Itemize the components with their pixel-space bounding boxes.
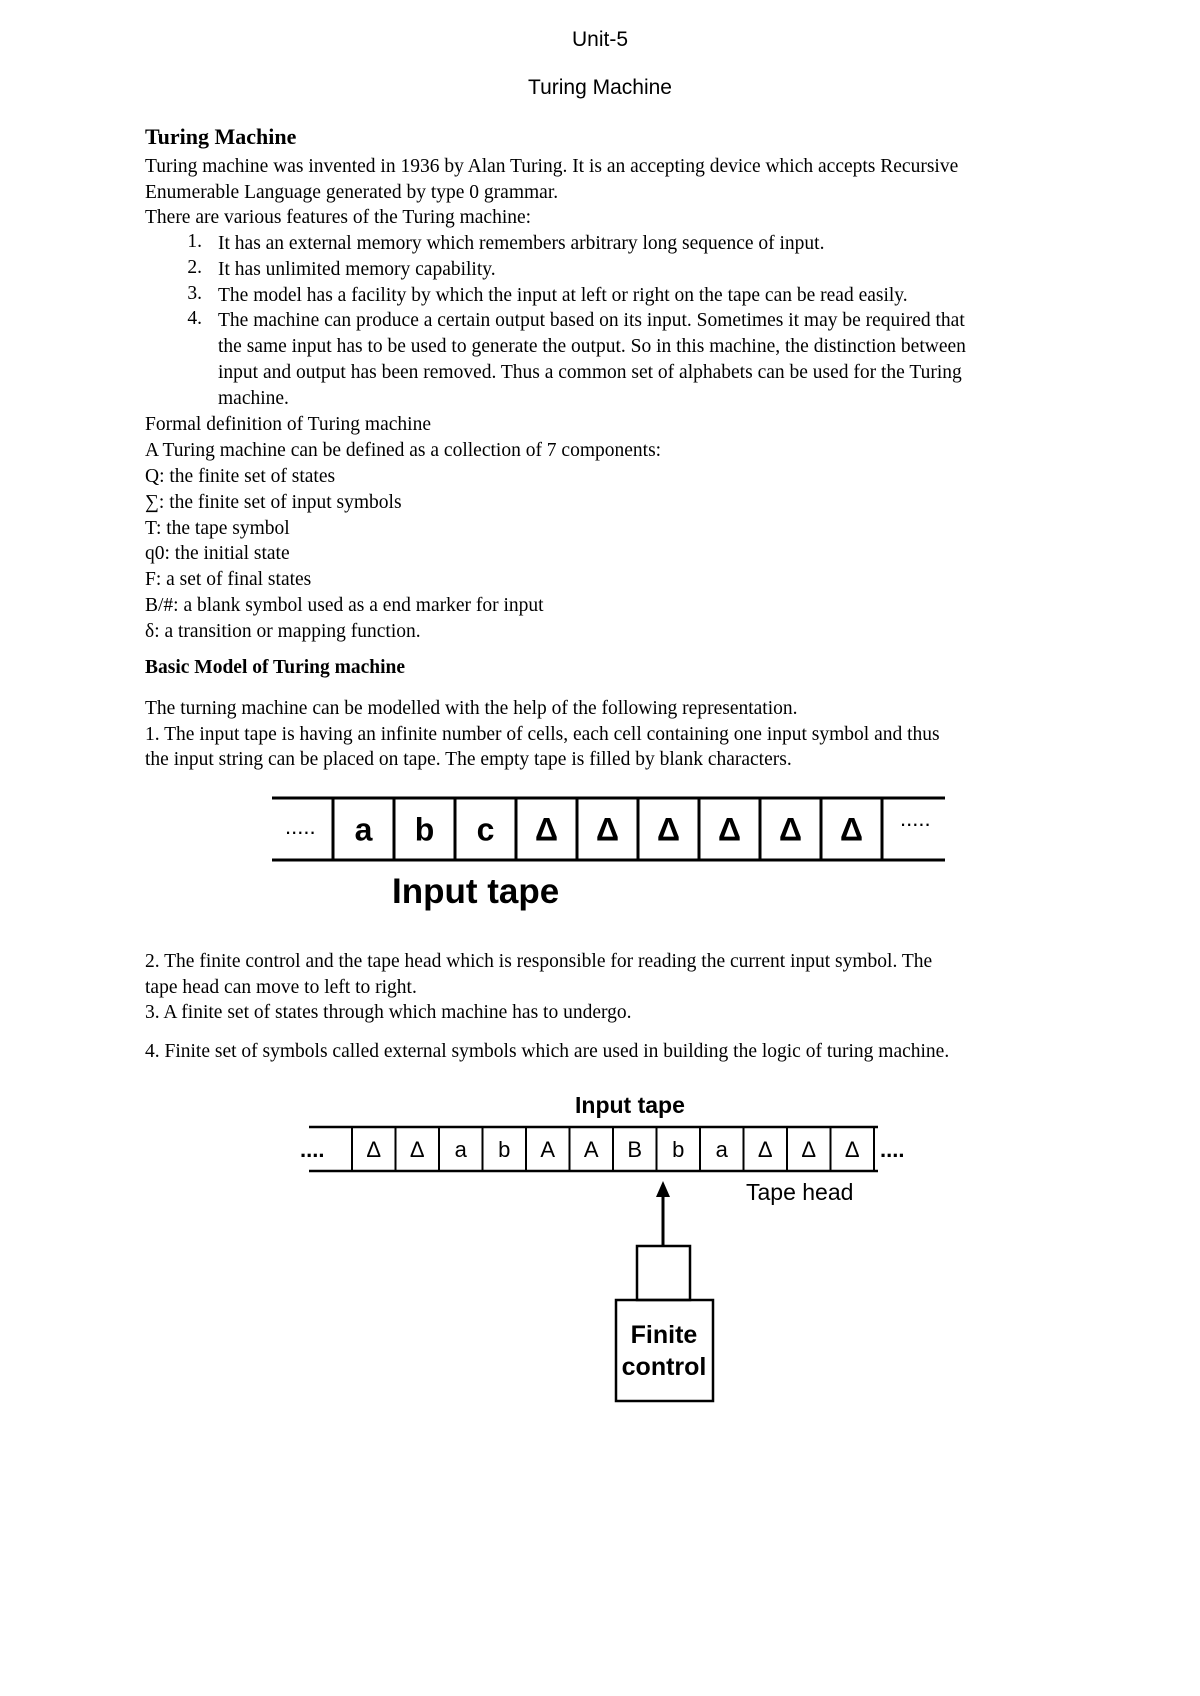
- subject-heading: Turing Machine: [528, 76, 672, 99]
- tape-cell-symbol: Δ: [801, 1136, 817, 1162]
- list-item: It has unlimited memory capability.: [218, 259, 496, 280]
- list-item-number: 4.: [187, 308, 202, 329]
- tape2-ellipsis-right: ....: [880, 1137, 905, 1162]
- tape-cell-symbol: A: [540, 1136, 556, 1162]
- list-item-continuation: the same input has to be used to generate the output. So in this machine, the distinction between: [218, 336, 966, 357]
- tape-cell-symbol: a: [354, 811, 373, 848]
- model-line: 4. Finite set of symbols called external symbols which are used in building the logic of turing machine.: [145, 1041, 950, 1062]
- tape-cell-symbol: b: [414, 811, 435, 848]
- model-line: 1. The input tape is having an infinite number of cells, each cell containing one input symbol and thus: [145, 724, 940, 745]
- tape-cell-symbol: Δ: [657, 811, 680, 848]
- figure2-title: Input tape: [575, 1092, 685, 1118]
- formal-line: q0: the initial state: [145, 543, 290, 564]
- list-item: The machine can produce a certain output based on its input. Sometimes it may be required that: [218, 310, 965, 331]
- tape-cell-symbol: Δ: [840, 811, 863, 848]
- formal-line: Formal definition of Turing machine: [145, 414, 431, 435]
- tape-cell-symbol: b: [498, 1136, 511, 1162]
- intro-line: Turing machine was invented in 1936 by Alan Turing. It is an accepting device which accepts Recursive: [145, 156, 959, 177]
- tape-cell-symbol: a: [454, 1136, 467, 1162]
- tape-cell-symbol: Δ: [596, 811, 619, 848]
- list-item-continuation: input and output has been removed. Thus a common set of alphabets can be used for the Turing: [218, 362, 962, 383]
- finite-control-box: [616, 1300, 713, 1401]
- section-title-turing-machine: Turing Machine: [145, 124, 297, 149]
- list-item: It has an external memory which remembers arbitrary long sequence of input.: [218, 233, 825, 254]
- tape-cell-symbol: c: [476, 811, 495, 848]
- tape-cell-symbol: b: [672, 1136, 685, 1162]
- model-line: tape head can move to left to right.: [145, 977, 417, 998]
- tape-head-box: [637, 1246, 690, 1300]
- tape2-ellipsis-left: ....: [300, 1137, 325, 1162]
- tape-cell-symbol: A: [583, 1136, 599, 1162]
- model-line: the input string can be placed on tape. The empty tape is filled by blank characters.: [145, 749, 792, 770]
- tape-ellipsis-left: .....: [285, 814, 316, 839]
- formal-line: Q: the finite set of states: [145, 466, 336, 487]
- tape-cell-symbol: Δ: [844, 1136, 860, 1162]
- tape-cell-symbol: Δ: [535, 811, 558, 848]
- formal-line: δ: a transition or mapping function.: [145, 621, 421, 642]
- tape-head-arrow-icon: [656, 1181, 670, 1197]
- finite-control-label-line2: control: [621, 1353, 707, 1381]
- list-item-continuation: machine.: [218, 388, 289, 409]
- tape-cell-symbol: Δ: [779, 811, 802, 848]
- formal-line: T: the tape symbol: [145, 518, 290, 539]
- tape2-cells: [352, 1127, 874, 1171]
- tape-head-label: Tape head: [746, 1179, 854, 1205]
- list-item: The model has a facility by which the input at left or right on the tape can be read easily.: [218, 285, 908, 306]
- tape-cell-symbol: B: [627, 1136, 643, 1162]
- formal-line: F: a set of final states: [145, 569, 312, 590]
- tape-ellipsis-right: .....: [900, 806, 931, 831]
- formal-line: B/#: a blank symbol used as a end marker for input: [145, 595, 544, 616]
- tape-cell-symbol: Δ: [718, 811, 741, 848]
- list-item-number: 3.: [187, 283, 202, 304]
- unit-heading: Unit-5: [571, 28, 629, 51]
- tape-cell-symbol: Δ: [757, 1136, 773, 1162]
- model-line: 3. A finite set of states through which machine has to undergo.: [145, 1002, 632, 1023]
- finite-control-label-line1: Finite: [630, 1321, 698, 1349]
- formal-line: ∑: the finite set of input symbols: [145, 492, 402, 513]
- model-line: The turning machine can be modelled with the help of the following representation.: [145, 698, 798, 719]
- intro-line: There are various features of the Turing machine:: [145, 207, 532, 228]
- tape-cell-symbol: a: [715, 1136, 728, 1162]
- list-item-number: 2.: [187, 257, 202, 278]
- model-line: 2. The finite control and the tape head which is responsible for reading the current input symbol. The: [145, 951, 933, 972]
- input-tape-label: Input tape: [392, 872, 560, 911]
- section-title-basic-model: Basic Model of Turing machine: [145, 657, 406, 678]
- intro-line: Enumerable Language generated by type 0 grammar.: [145, 182, 559, 203]
- formal-line: A Turing machine can be defined as a collection of 7 components:: [145, 440, 662, 461]
- tape-cell-symbol: Δ: [366, 1136, 382, 1162]
- list-item-number: 1.: [187, 231, 202, 252]
- tape-cell-symbol: Δ: [409, 1136, 425, 1162]
